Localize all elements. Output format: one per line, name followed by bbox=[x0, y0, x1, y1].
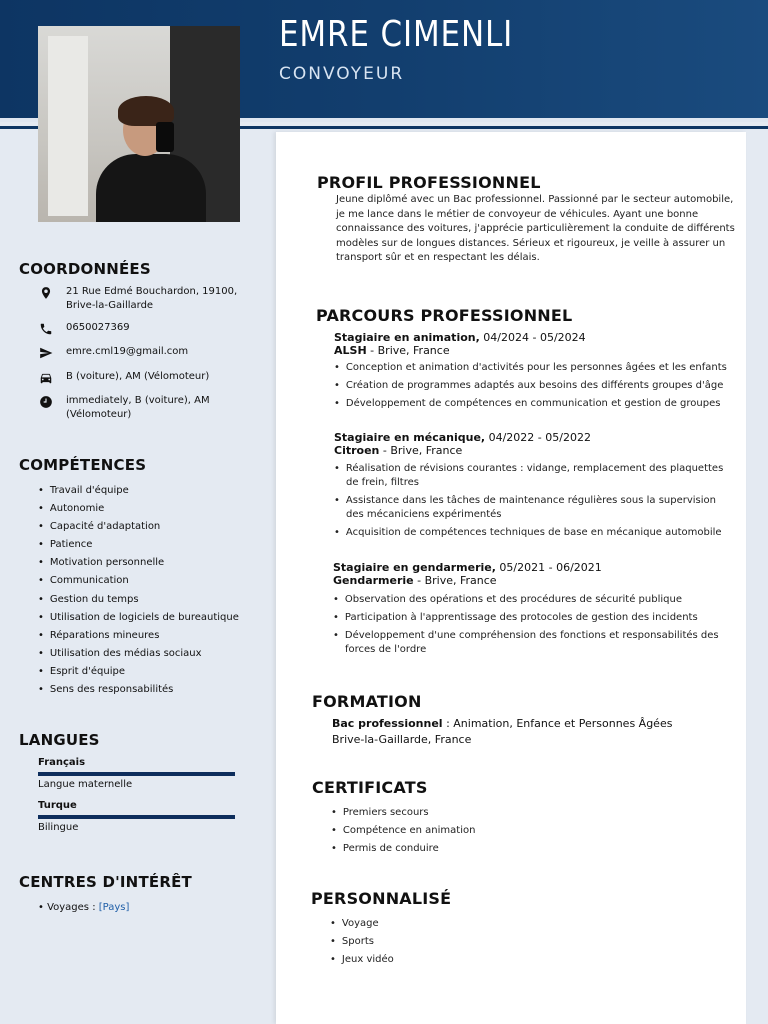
contact-license: B (voiture), AM (Vélomoteur) bbox=[38, 370, 253, 386]
clock-icon bbox=[38, 394, 54, 410]
language-name: Français bbox=[38, 757, 86, 768]
skills-heading: COMPÉTENCES bbox=[19, 456, 147, 474]
experience-heading: PARCOURS PROFESSIONNEL bbox=[316, 306, 573, 325]
certificates-list bbox=[331, 806, 631, 860]
list-item: • Motivation personnelle bbox=[38, 556, 239, 574]
profile-heading: PROFIL PROFESSIONNEL bbox=[317, 173, 541, 192]
job-bullets bbox=[333, 593, 733, 661]
list-item: • Jeux vidéo bbox=[330, 953, 630, 967]
candidate-name: EMRE CIMENLI bbox=[279, 14, 514, 55]
list-item: • Voyage bbox=[330, 917, 630, 931]
job-bullets bbox=[334, 361, 734, 415]
contact-email: emre.cml19@gmail.com bbox=[38, 345, 253, 361]
language-level: Bilingue bbox=[38, 822, 79, 833]
languages-heading: LANGUES bbox=[19, 731, 100, 749]
job-heading: Stagiaire en animation, 04/2024 - 05/2024 ALSH - Brive, France bbox=[334, 331, 586, 357]
list-item: • Gestion du temps bbox=[38, 593, 239, 611]
list-item: • Autonomie bbox=[38, 502, 239, 520]
education-heading: FORMATION bbox=[312, 692, 422, 711]
list-item: • Voyages : [Pays] bbox=[38, 902, 130, 913]
list-item: • Premiers secours bbox=[331, 806, 631, 820]
language-level-bar bbox=[38, 772, 235, 776]
contact-availability: immediately, B (voiture), AM (Vélomoteur) bbox=[38, 394, 253, 422]
list-item: • Sens des responsabilités bbox=[38, 683, 239, 701]
location-pin-icon bbox=[38, 285, 54, 301]
job-title: CONVOYEUR bbox=[279, 64, 405, 84]
language-name: Turque bbox=[38, 800, 77, 811]
list-item: • Permis de conduire bbox=[331, 842, 631, 856]
job-heading: Stagiaire en mécanique, 04/2022 - 05/2022 Citroen - Brive, France bbox=[334, 431, 591, 457]
list-item: • Compétence en animation bbox=[331, 824, 631, 838]
list-item: • Développement d'une compréhension des fonctions et responsabilités des forces de l'ordre bbox=[333, 629, 733, 657]
language-level: Langue maternelle bbox=[38, 779, 133, 790]
language-level-bar bbox=[38, 815, 235, 819]
car-icon bbox=[38, 370, 54, 386]
contact-phone: 0650027369 bbox=[38, 321, 253, 337]
contact-address: 21 Rue Edmé Bouchardon, 19100, Brive-la-Gaillarde bbox=[38, 285, 253, 313]
list-item: • Développement de compétences en communication et gestion de groupes bbox=[334, 397, 734, 411]
list-item: • Participation à l'apprentissage des protocoles de gestion des incidents bbox=[333, 611, 733, 625]
list-item: • Esprit d'équipe bbox=[38, 665, 239, 683]
list-item: • Observation des opérations et des procédures de sécurité publique bbox=[333, 593, 733, 607]
skills-list bbox=[38, 484, 239, 701]
interest-link[interactable]: [Pays] bbox=[98, 902, 130, 913]
custom-list bbox=[330, 917, 630, 971]
profile-text: Jeune diplômé avec un Bac professionnel. Passionné par le secteur automobile, je me lance dans le métier de convoyeur de véhicules. Ayant une bonne connaissance des voitures, j'apprécie particulièrement la conduite de différents modèles sur de longues distances. Sérieux et rigoureux, je veille à assurer un transport sûr et en respectant les délais. bbox=[336, 194, 735, 264]
list-item: • Utilisation de logiciels de bureautique bbox=[38, 611, 239, 629]
interests-heading: CENTRES D'INTÉRÊT bbox=[19, 873, 192, 891]
list-item: • Acquisition de compétences techniques de base en mécanique automobile bbox=[334, 526, 734, 540]
list-item: • Capacité d'adaptation bbox=[38, 520, 239, 538]
list-item: • Travail d'équipe bbox=[38, 484, 239, 502]
list-item: • Conception et animation d'activités pour les personnes âgées et les enfants bbox=[334, 361, 734, 375]
list-item: • Communication bbox=[38, 574, 239, 592]
job-bullets bbox=[334, 462, 734, 544]
send-icon bbox=[38, 345, 54, 361]
profile-photo bbox=[38, 26, 240, 222]
list-item: • Patience bbox=[38, 538, 239, 556]
list-item: • Sports bbox=[330, 935, 630, 949]
custom-heading: PERSONNALISÉ bbox=[311, 889, 452, 908]
education-entry: Bac professionnel : Animation, Enfance et Personnes Âgées Brive-la-Gaillarde, France bbox=[332, 717, 673, 746]
list-item: • Utilisation des médias sociaux bbox=[38, 647, 239, 665]
job-heading: Stagiaire en gendarmerie, 05/2021 - 06/2021 Gendarmerie - Brive, France bbox=[333, 561, 602, 587]
contact-heading: COORDONNÉES bbox=[19, 260, 151, 278]
list-item: • Réalisation de révisions courantes : vidange, remplacement des plaquettes de frein, filtres bbox=[334, 462, 734, 490]
phone-icon bbox=[38, 321, 54, 337]
list-item: • Réparations mineures bbox=[38, 629, 239, 647]
list-item: • Assistance dans les tâches de maintenance régulières sous la supervision des mécaniciens expérimentés bbox=[334, 494, 734, 522]
list-item: • Création de programmes adaptés aux besoins des différents groupes d'âge bbox=[334, 379, 734, 393]
certificates-heading: CERTIFICATS bbox=[312, 778, 428, 797]
